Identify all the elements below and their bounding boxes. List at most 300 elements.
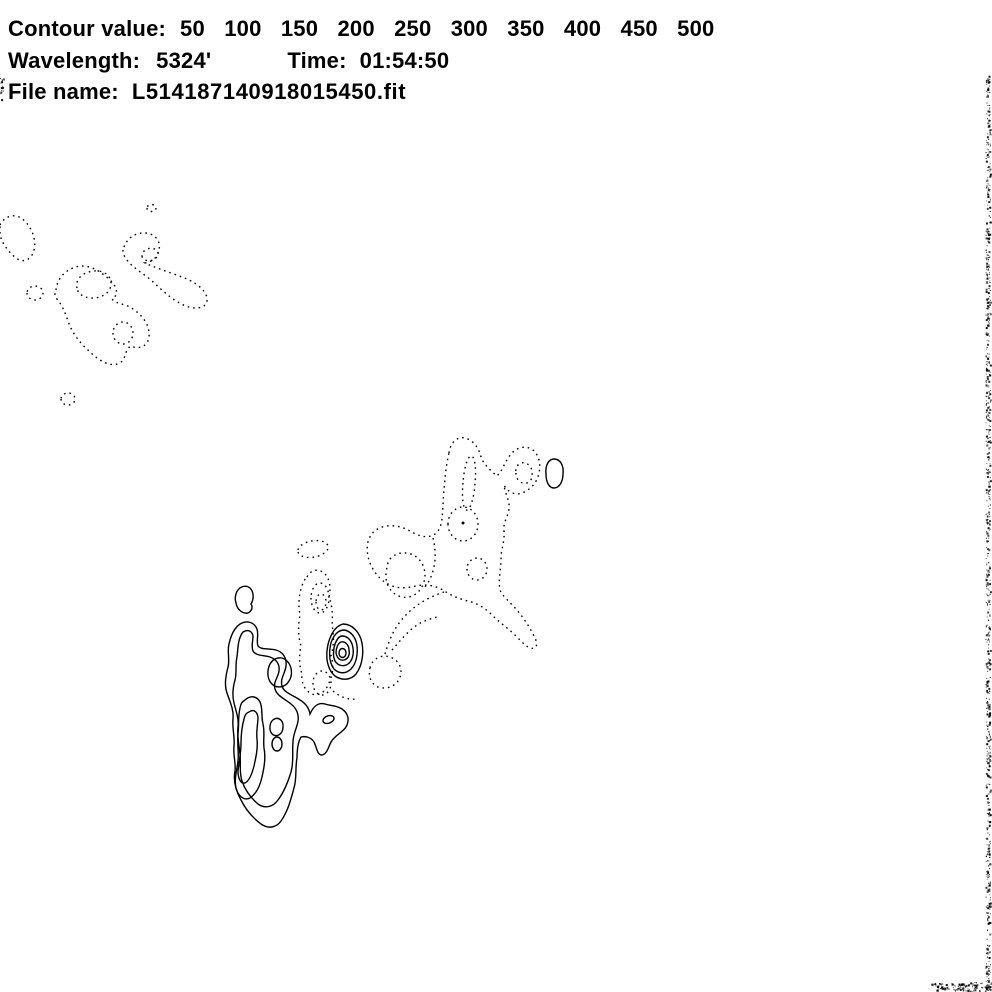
- noise-speck: [986, 416, 987, 417]
- noise-speck: [987, 476, 989, 478]
- noise-speck: [989, 494, 990, 495]
- noise-speck: [990, 217, 991, 218]
- noise-speck: [987, 353, 988, 354]
- noise-speck: [974, 988, 975, 989]
- noise-speck: [988, 574, 989, 575]
- noise-speck: [989, 156, 990, 157]
- noise-speck: [3, 87, 4, 88]
- noise-speck: [990, 843, 991, 844]
- noise-speck: [986, 626, 987, 627]
- noise-speck: [988, 990, 989, 991]
- noise-speck: [988, 708, 989, 709]
- wavelength-value: 5324': [156, 48, 212, 73]
- noise-speck: [987, 118, 988, 119]
- noise-speck: [987, 95, 988, 96]
- noise-speck: [987, 378, 988, 379]
- noise-speck: [988, 908, 989, 909]
- noise-speck: [989, 821, 991, 823]
- noise-speck: [988, 740, 990, 742]
- noise-speck: [990, 899, 991, 900]
- noise-speck: [990, 760, 991, 761]
- noise-speck: [990, 124, 991, 125]
- noise-speck: [986, 283, 987, 284]
- noise-speck: [986, 685, 987, 686]
- noise-speck: [986, 519, 988, 521]
- noise-speck: [986, 252, 987, 253]
- noise-speck: [988, 688, 990, 690]
- noise-speck: [0, 78, 1, 79]
- noise-speck: [988, 231, 989, 232]
- noise-speck: [986, 767, 987, 768]
- noise-speck: [990, 752, 991, 753]
- noise-speck: [965, 990, 966, 991]
- noise-speck: [990, 663, 992, 665]
- noise-speck: [988, 105, 989, 106]
- noise-speck: [986, 642, 987, 643]
- noise-speck: [986, 400, 987, 401]
- noise-speck: [987, 651, 988, 652]
- noise-speck: [986, 374, 987, 375]
- noise-speck: [987, 976, 988, 977]
- noise-speck: [990, 580, 991, 581]
- noise-speck: [986, 678, 987, 679]
- noise-speck: [988, 419, 990, 421]
- noise-speck: [989, 907, 990, 908]
- noise-speck: [988, 385, 989, 386]
- noise-speck: [988, 966, 989, 967]
- noise-speck: [987, 930, 988, 931]
- contour-nw-kidney-inner: [142, 248, 158, 261]
- noise-speck: [987, 196, 989, 198]
- noise-speck: [986, 385, 988, 387]
- noise-speck: [986, 687, 987, 688]
- noise-speck: [988, 268, 989, 269]
- noise-speck: [986, 327, 988, 329]
- noise-speck: [989, 81, 990, 82]
- noise-speck: [989, 267, 990, 268]
- noise-speck: [989, 153, 990, 154]
- noise-speck: [987, 110, 989, 112]
- contour-c-sw-loop: [369, 656, 401, 688]
- noise-speck: [987, 892, 988, 893]
- noise-speck: [989, 79, 990, 80]
- noise-speck: [989, 632, 990, 633]
- noise-speck: [988, 201, 990, 203]
- noise-speck: [988, 341, 989, 342]
- noise-speck: [989, 909, 990, 910]
- noise-speck: [986, 786, 988, 788]
- contour-nw-big-blob: [55, 266, 149, 365]
- noise-speck: [948, 989, 949, 990]
- noise-speck: [986, 269, 987, 270]
- noise-speck: [987, 278, 989, 280]
- noise-speck: [986, 161, 987, 162]
- noise-speck: [986, 445, 988, 447]
- noise-speck: [990, 677, 991, 678]
- file-name-value: L514187140918015450.fit: [131, 79, 407, 104]
- noise-speck: [989, 826, 990, 827]
- noise-speck: [987, 671, 988, 672]
- noise-speck: [987, 784, 988, 785]
- noise-speck: [946, 989, 947, 990]
- noise-speck: [988, 668, 989, 669]
- noise-speck: [937, 986, 939, 988]
- noise-speck: [987, 255, 988, 256]
- noise-speck: [988, 432, 989, 433]
- noise-speck: [936, 986, 937, 987]
- noise-speck: [990, 863, 991, 864]
- noise-speck: [987, 553, 988, 554]
- noise-speck: [986, 743, 988, 745]
- noise-speck: [989, 854, 991, 856]
- noise-speck: [989, 496, 990, 497]
- noise-speck: [988, 266, 989, 267]
- noise-speck: [986, 369, 988, 371]
- noise-speck: [956, 989, 957, 990]
- contour-c-small-ring: [467, 558, 487, 580]
- noise-speck: [987, 759, 988, 760]
- noise-speck: [989, 238, 990, 239]
- noise-speck: [989, 894, 990, 895]
- noise-speck: [989, 234, 991, 236]
- noise-speck: [990, 129, 992, 131]
- noise-speck: [987, 442, 988, 443]
- noise-speck: [989, 784, 990, 785]
- noise-speck: [986, 308, 987, 309]
- contour-values: 50 100 150 200 250 300 350 400 450 500: [180, 16, 715, 41]
- noise-speck: [988, 512, 990, 514]
- noise-speck: [988, 316, 989, 317]
- noise-speck: [989, 115, 990, 116]
- noise-speck: [989, 794, 990, 795]
- noise-speck: [989, 278, 990, 279]
- noise-speck: [989, 395, 990, 396]
- noise-speck: [989, 453, 990, 454]
- noise-speck: [989, 361, 990, 362]
- noise-speck: [989, 590, 990, 591]
- noise-speck: [986, 250, 987, 251]
- noise-speck: [987, 154, 989, 156]
- contour-layer: [0, 205, 563, 828]
- noise-speck: [988, 805, 989, 806]
- noise-speck: [987, 711, 988, 712]
- noise-speck: [986, 981, 987, 982]
- noise-speck: [986, 259, 987, 260]
- noise-speck: [989, 437, 990, 438]
- noise-speck: [987, 905, 988, 906]
- noise-speck: [989, 185, 990, 186]
- noise-speck: [990, 715, 991, 716]
- contour-nw-edge-blob: [0, 216, 35, 261]
- noise-speck: [987, 513, 988, 514]
- noise-speck: [963, 984, 965, 986]
- noise-speck: [989, 961, 990, 962]
- noise-speck: [986, 758, 987, 759]
- noise-speck: [988, 149, 989, 150]
- noise-speck: [989, 583, 991, 585]
- noise-speck: [3, 79, 5, 81]
- noise-speck: [988, 321, 989, 322]
- noise-speck: [986, 856, 987, 857]
- noise-speck: [986, 84, 987, 85]
- noise-speck: [990, 614, 991, 615]
- noise-speck: [965, 987, 966, 988]
- contour-nw-big-inner-b: [113, 322, 133, 344]
- noise-speck: [990, 705, 991, 706]
- noise-speck: [986, 489, 988, 491]
- noise-speck: [939, 983, 940, 984]
- noise-speck: [988, 255, 989, 256]
- noise-speck: [953, 987, 954, 988]
- noise-speck: [989, 640, 990, 641]
- noise-speck: [989, 974, 990, 975]
- noise-speck: [986, 349, 987, 350]
- noise-speck: [989, 693, 990, 694]
- noise-speck: [986, 838, 988, 840]
- noise-speck: [988, 460, 989, 461]
- noise-speck: [989, 420, 991, 422]
- noise-speck: [989, 521, 990, 522]
- noise-speck: [986, 698, 987, 699]
- noise-speck: [988, 809, 990, 811]
- noise-speck: [989, 274, 990, 275]
- noise-speck: [988, 387, 989, 388]
- noise-speck: [989, 336, 990, 337]
- noise-speck: [987, 912, 989, 914]
- noise-speck: [990, 753, 991, 754]
- noise-speck: [990, 883, 991, 884]
- noise-speck: [990, 440, 991, 441]
- noise-speck: [987, 192, 988, 193]
- noise-speck: [989, 169, 991, 171]
- noise-speck: [941, 985, 942, 986]
- noise-speck: [988, 391, 989, 392]
- noise-speck: [979, 990, 980, 991]
- contour-c-mid-dot: [462, 522, 465, 525]
- noise-speck: [988, 731, 989, 732]
- noise-speck: [989, 76, 991, 78]
- noise-speck: [986, 514, 987, 515]
- noise-speck: [988, 794, 989, 795]
- time-value: 01:54:50: [359, 48, 450, 73]
- noise-speck: [989, 846, 990, 847]
- noise-speck: [986, 436, 988, 438]
- noise-speck: [958, 988, 959, 989]
- noise-speck: [989, 393, 991, 395]
- noise-speck: [986, 584, 987, 585]
- noise-speck: [990, 499, 991, 500]
- noise-speck: [986, 409, 988, 411]
- noise-speck: [989, 407, 990, 408]
- noise-speck: [988, 865, 989, 866]
- noise-speck: [987, 533, 989, 535]
- noise-speck: [990, 207, 991, 208]
- noise-speck: [988, 538, 989, 539]
- noise-speck: [986, 223, 988, 225]
- noise-speck: [988, 648, 989, 649]
- noise-speck: [989, 572, 990, 573]
- noise-speck: [987, 704, 989, 706]
- noise-speck: [986, 91, 987, 92]
- noise-speck: [988, 570, 990, 572]
- noise-speck: [987, 438, 988, 439]
- noise-speck: [987, 472, 988, 473]
- noise-speck: [974, 989, 976, 991]
- noise-speck: [988, 415, 989, 416]
- noise-speck: [987, 714, 989, 716]
- noise-speck: [986, 281, 988, 283]
- contour-s-knob: [235, 586, 253, 613]
- noise-speck: [990, 704, 991, 705]
- noise-speck: [0, 93, 1, 94]
- contour-c-small-oval: [298, 541, 328, 558]
- contour-nw-kidney: [123, 233, 207, 308]
- noise-speck: [946, 984, 948, 986]
- noise-speck: [986, 382, 987, 383]
- noise-speck: [986, 684, 987, 685]
- noise-speck: [989, 842, 990, 843]
- noise-speck: [989, 171, 990, 172]
- noise-speck: [986, 748, 987, 749]
- noise-speck: [967, 988, 968, 989]
- noise-speck: [987, 726, 988, 727]
- noise-speck: [986, 418, 987, 419]
- noise-speck: [987, 769, 988, 770]
- noise-speck: [987, 308, 988, 309]
- noise-speck: [989, 514, 990, 515]
- noise-speck: [989, 934, 991, 936]
- noise-speck: [987, 751, 988, 752]
- noise-speck: [986, 702, 988, 704]
- noise-speck: [989, 434, 990, 435]
- noise-speck: [963, 987, 964, 988]
- noise-speck: [986, 441, 987, 442]
- noise-speck: [990, 972, 991, 973]
- noise-speck: [988, 639, 989, 640]
- noise-speck: [986, 876, 987, 877]
- noise-speck: [989, 320, 990, 321]
- noise-speck: [989, 966, 990, 967]
- noise-speck: [986, 186, 987, 187]
- noise-speck: [987, 453, 989, 455]
- noise-speck: [988, 981, 990, 983]
- noise-speck: [987, 555, 988, 556]
- noise-speck: [989, 609, 990, 610]
- noise-speck: [3, 91, 4, 92]
- noise-speck: [987, 595, 988, 596]
- noise-speck: [987, 685, 989, 687]
- noise-speck: [990, 447, 991, 448]
- noise-speck: [972, 986, 973, 987]
- noise-speck: [989, 286, 990, 287]
- noise-speck: [989, 130, 990, 131]
- noise-speck: [989, 281, 990, 282]
- noise-speck: [986, 602, 987, 603]
- noise-speck: [987, 365, 988, 366]
- noise-speck: [988, 152, 989, 153]
- noise-speck: [989, 357, 990, 358]
- noise-speck: [989, 105, 990, 106]
- noise-speck: [986, 403, 987, 404]
- noise-speck: [987, 299, 988, 300]
- noise-speck: [989, 748, 990, 749]
- noise-speck: [987, 957, 988, 958]
- noise-speck: [961, 984, 963, 986]
- noise-speck: [986, 547, 987, 548]
- noise-speck: [988, 259, 989, 260]
- noise-speck: [986, 579, 988, 581]
- noise-speck: [989, 498, 990, 499]
- noise-speck: [986, 272, 987, 273]
- noise-speck: [988, 692, 989, 693]
- noise-speck: [986, 235, 987, 236]
- contour-peak-ring-5: [339, 649, 346, 658]
- noise-speck: [986, 963, 987, 964]
- noise-speck: [945, 990, 946, 991]
- noise-speck: [985, 987, 986, 988]
- contour-w-band-ring-b: [316, 594, 326, 610]
- noise-speck: [960, 986, 961, 987]
- noise-speck: [987, 149, 988, 150]
- contour-w-band: [299, 570, 334, 695]
- noise-speck: [987, 576, 989, 578]
- noise-speck: [987, 666, 988, 667]
- noise-speck: [986, 319, 988, 321]
- noise-speck: [987, 303, 988, 304]
- noise-speck: [988, 486, 990, 488]
- noise-speck: [990, 740, 991, 741]
- noise-speck: [990, 133, 992, 135]
- noise-speck: [990, 430, 991, 431]
- noise-speck: [969, 989, 970, 990]
- noise-speck: [989, 417, 990, 418]
- noise-speck: [987, 492, 988, 493]
- noise-speck: [987, 92, 988, 93]
- noise-speck: [986, 574, 987, 575]
- noise-speck: [987, 335, 988, 336]
- noise-speck: [2, 86, 3, 87]
- noise-speck: [986, 429, 987, 430]
- noise-speck: [990, 390, 991, 391]
- noise-speck: [987, 359, 988, 360]
- noise-speck: [988, 242, 990, 244]
- noise-speck: [990, 897, 991, 898]
- noise-speck: [989, 86, 990, 87]
- contour-main-hole-ring: [268, 658, 292, 687]
- noise-speck: [988, 257, 989, 258]
- noise-speck: [986, 469, 987, 470]
- noise-speck: [1, 81, 3, 83]
- noise-speck: [989, 567, 991, 569]
- noise-speck: [989, 616, 990, 617]
- noise-speck: [989, 816, 990, 817]
- noise-speck: [988, 635, 990, 637]
- noise-speck: [988, 769, 990, 771]
- noise-speck: [986, 500, 987, 501]
- noise-speck: [934, 984, 935, 985]
- noise-speck: [0, 83, 1, 84]
- noise-speck: [988, 589, 989, 590]
- noise-speck: [989, 107, 990, 108]
- noise-speck: [989, 409, 991, 411]
- noise-speck: [988, 195, 989, 196]
- noise-speck: [959, 984, 961, 986]
- contour-e-oval: [546, 459, 563, 488]
- noise-speck: [987, 813, 988, 814]
- noise-speck: [987, 232, 989, 234]
- noise-speck: [990, 477, 991, 478]
- noise-speck: [988, 397, 990, 399]
